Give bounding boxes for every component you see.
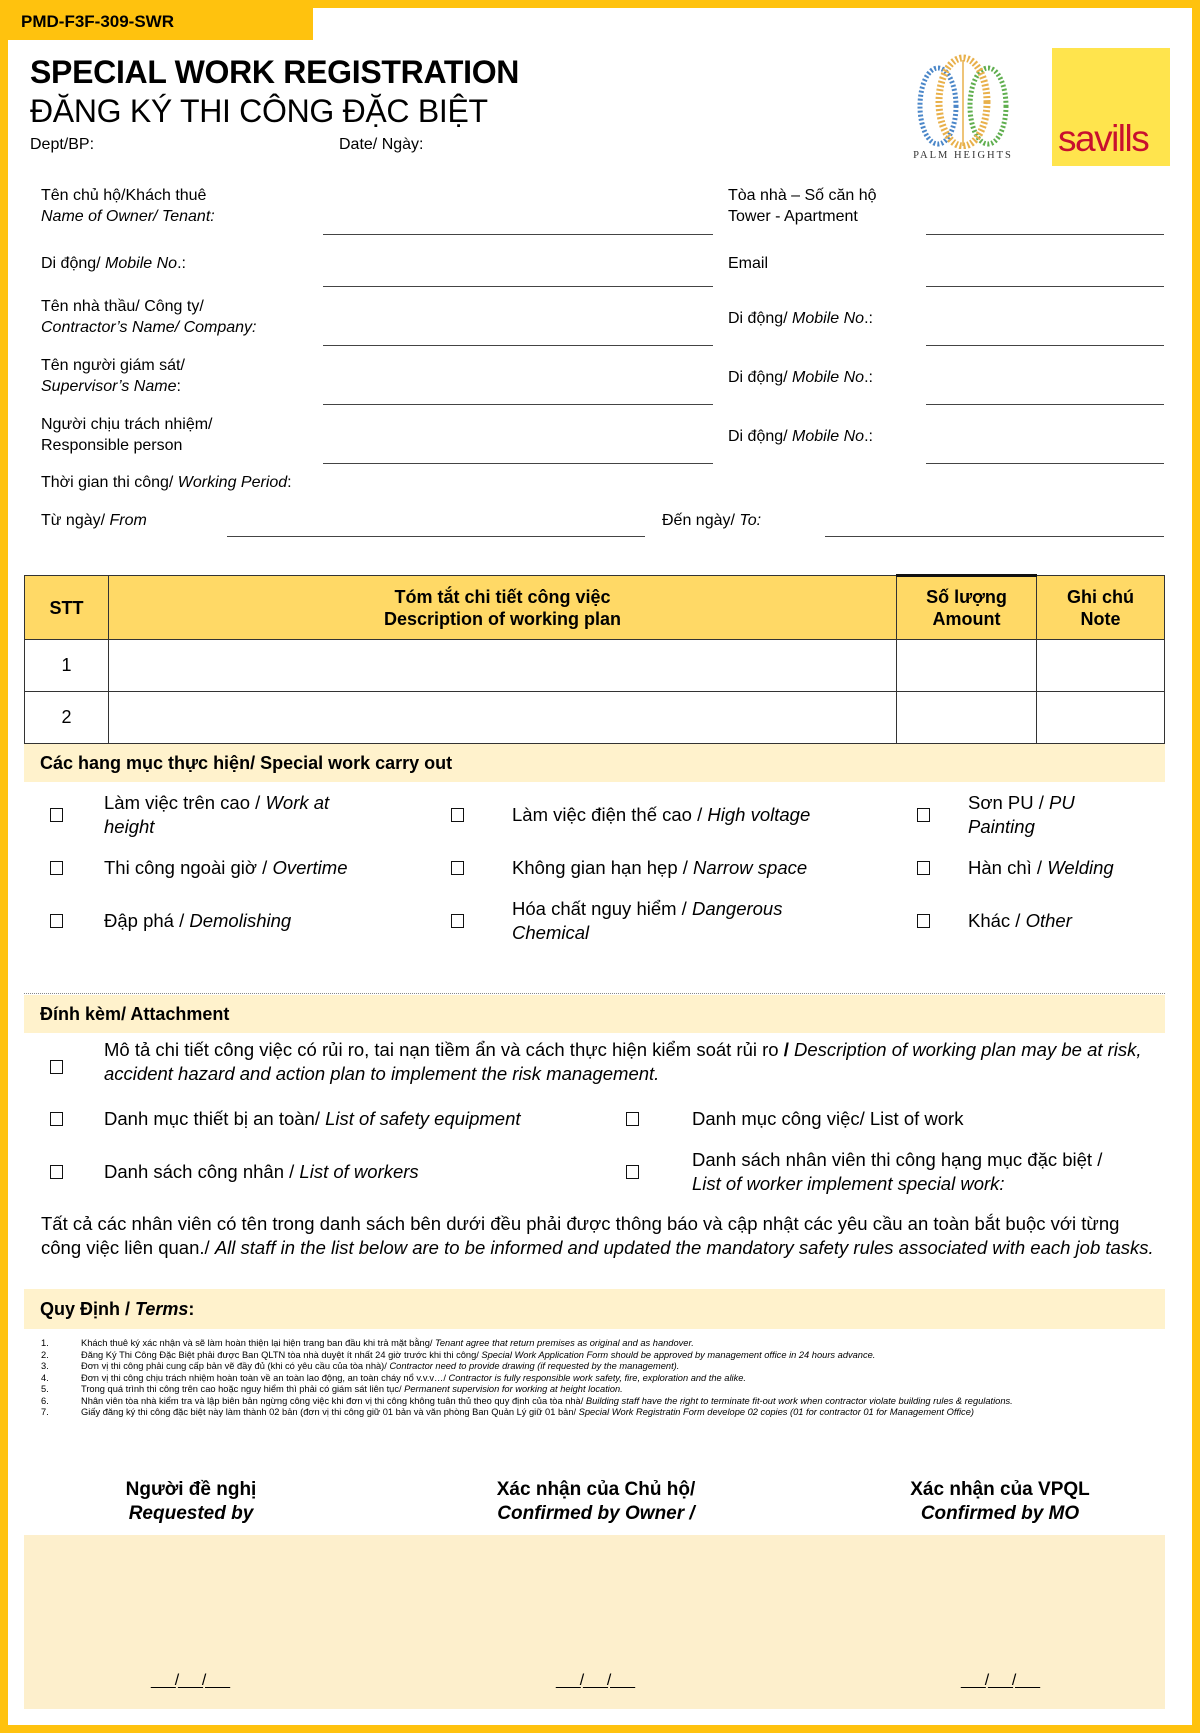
email-field[interactable] bbox=[926, 286, 1164, 287]
checkbox-overtime[interactable] bbox=[50, 861, 63, 875]
attachment-list-of-work: Danh mục công việc/ List of work bbox=[692, 1108, 964, 1129]
table-row bbox=[25, 692, 1165, 744]
checkbox-special-workers[interactable] bbox=[626, 1165, 639, 1179]
contractor-mobile-label: Di động/ Mobile No.: bbox=[728, 310, 873, 327]
term-item: 6. Nhân viên tòa nhà kiểm tra và lập biên bản ngừng công việc khi đơn vị thi công không tuân thủ theo quy định của tòa nhà/ Building staff have the right to terminate fit-out work when contractor violate building rules & regulations. bbox=[41, 1395, 1013, 1406]
term-item: 7. Giấy đăng ký thi công đặc biệt này làm thành 02 bản (đơn vị thi công giữ 01 bản và văn phòng Ban Quản Lý giữ 01 bản/ Special Work Registratin Form develope 02 copies (01 for contractor 01 for Management Office) bbox=[41, 1407, 974, 1417]
signature-requested-by: Người đề nghị Requested by bbox=[125, 1479, 257, 1524]
signature-date-mo[interactable]: ___/___/___ bbox=[961, 1672, 1039, 1689]
checkbox-demolishing[interactable] bbox=[50, 914, 63, 928]
term-item: 1. Khách thuê ký xác nhận và sẽ làm hoàn thiện lại hiện trang ban đầu khi trả mặt bằng/ Tenant agree that return premises as original and as handover. bbox=[41, 1338, 694, 1348]
dept-label: Dept/BP: bbox=[30, 136, 95, 153]
option-narrow-space: Không gian hạn hẹp / Narrow space bbox=[512, 857, 808, 878]
supervisor-mobile-label: Di động/ Mobile No.: bbox=[728, 369, 873, 386]
contractor-label: Tên nhà thầu/ Công ty/ Contractor’s Name/ Company: bbox=[41, 298, 257, 336]
responsible-mobile-field[interactable] bbox=[926, 463, 1164, 464]
option-work-at-height: Làm việc trên cao / Work at height bbox=[104, 792, 330, 837]
palm-heights-logo bbox=[898, 54, 1028, 169]
date-label: Date/ Ngày: bbox=[339, 136, 424, 153]
owner-field[interactable] bbox=[323, 234, 713, 235]
form-code: PMD-F3F-309-SWR bbox=[8, 8, 313, 40]
owner-mobile-field[interactable] bbox=[323, 286, 713, 287]
form-title-vi: ĐĂNG KÝ THI CÔNG ĐẶC BIỆT bbox=[30, 93, 488, 129]
header-amount: Số lượng Amount bbox=[897, 576, 1037, 640]
terms-heading: Quy Định / Terms: bbox=[24, 1289, 1165, 1329]
option-overtime: Thi công ngoài giờ / Overtime bbox=[104, 857, 348, 878]
checkbox-pu-painting[interactable] bbox=[917, 808, 930, 822]
supervisor-label: Tên người giám sát/ Supervisor’s Name: bbox=[41, 357, 185, 395]
tower-field[interactable] bbox=[926, 234, 1164, 235]
attachment-risk-description: Mô tả chi tiết công việc có rủi ro, tai nạn tiềm ẩn và cách thực hiện kiểm soát rủi ro / Description of working plan may be at risk, accident hazard and action plan to implement the risk management. bbox=[104, 1039, 1142, 1084]
table-row bbox=[25, 640, 1165, 692]
option-other: Khác / Other bbox=[968, 910, 1072, 931]
stt-cell: 1 bbox=[25, 640, 109, 692]
signature-date-requested[interactable]: ___/___/___ bbox=[151, 1672, 229, 1689]
special-work-heading: Các hang mục thực hiện/ Special work carry out bbox=[24, 744, 1165, 782]
signature-date-owner[interactable]: ___/___/___ bbox=[556, 1672, 634, 1689]
responsible-field[interactable] bbox=[323, 463, 713, 464]
to-date-label: Đến ngày/ To: bbox=[662, 512, 762, 529]
note-cell[interactable] bbox=[1037, 640, 1165, 692]
amount-cell[interactable] bbox=[897, 692, 1037, 744]
checkbox-work-at-height[interactable] bbox=[50, 808, 63, 822]
form-title-en: SPECIAL WORK REGISTRATION bbox=[30, 54, 520, 90]
safety-notice: Tất cả các nhân viên có tên trong danh sách bên dưới đều phải được thông báo và cập nhật các yêu cầu an toàn bắt buộc với từng công việc liên quan./ All staff in the list below are to be informed and updated the mandatory safety rules associated with each job tasks. bbox=[41, 1213, 1154, 1258]
checkbox-safety-equipment[interactable] bbox=[50, 1112, 63, 1126]
owner-label: Tên chủ hộ/Khách thuê Name of Owner/ Tenant: bbox=[41, 187, 215, 225]
tower-label: Tòa nhà – Số căn hộ Tower - Apartment bbox=[728, 187, 877, 225]
section-divider bbox=[24, 993, 1165, 994]
checkbox-risk-description[interactable] bbox=[50, 1060, 63, 1074]
checkbox-high-voltage[interactable] bbox=[451, 808, 464, 822]
signature-mo: Xác nhận của VPQL Confirmed by MO bbox=[910, 1479, 1090, 1524]
checkbox-dangerous-chemical[interactable] bbox=[451, 914, 464, 928]
contractor-mobile-field[interactable] bbox=[926, 345, 1164, 346]
header-stt: STT bbox=[25, 576, 109, 640]
description-cell[interactable] bbox=[109, 640, 897, 692]
working-period-label: Thời gian thi công/ Working Period: bbox=[41, 474, 292, 491]
responsible-label: Người chịu trách nhiệm/ Responsible person bbox=[41, 416, 213, 454]
option-dangerous-chemical: Hóa chất nguy hiểm / Dangerous Chemical bbox=[512, 898, 783, 943]
attachment-safety-equipment: Danh mục thiết bị an toàn/ List of safety equipment bbox=[104, 1108, 521, 1129]
term-item: 2. Đăng Ký Thi Công Đặc Biệt phải được Ban QLTN tòa nhà duyệt ít nhất 24 giờ trước khi thi công/ Special Work Application Form should be approved by management office in 24 hours advance. bbox=[41, 1349, 876, 1360]
term-item: 5. Trong quá trình thi công trên cao hoặc nguy hiểm thì phải có giám sát liên tục/ Permanent supervision for working at height location. bbox=[41, 1384, 623, 1394]
option-welding: Hàn chì / Welding bbox=[968, 857, 1114, 878]
working-plan-table bbox=[24, 574, 1165, 744]
supervisor-field[interactable] bbox=[323, 404, 713, 405]
option-high-voltage: Làm việc điện thế cao / High voltage bbox=[512, 804, 811, 825]
option-pu-painting: Sơn PU / PU Painting bbox=[968, 792, 1075, 837]
signature-owner: Xác nhận của Chủ hộ/ Confirmed by Owner / bbox=[496, 1479, 696, 1524]
palm-heights-text: PALM HEIGHTS bbox=[913, 150, 1013, 161]
from-date-label: Từ ngày/ From bbox=[41, 512, 147, 529]
description-cell[interactable] bbox=[109, 692, 897, 744]
terms-list bbox=[41, 1338, 1171, 1419]
contractor-field[interactable] bbox=[323, 345, 713, 346]
term-item: 3. Đơn vị thi công phải cung cấp bản vẽ đầy đủ (khi có yêu cầu của tòa nhà)/ Contractor need to provide drawing (if requested by the management). bbox=[41, 1361, 680, 1371]
palm-leaf-icon bbox=[898, 54, 1028, 149]
stt-cell: 2 bbox=[25, 692, 109, 744]
header-description: Tóm tắt chi tiết công việc Description of working plan bbox=[109, 576, 897, 640]
option-demolishing: Đập phá / Demolishing bbox=[104, 910, 292, 931]
attachment-heading: Đính kèm/ Attachment bbox=[24, 995, 1165, 1033]
attachment-list-of-workers: Danh sách công nhân / List of workers bbox=[104, 1161, 419, 1182]
responsible-mobile-label: Di động/ Mobile No.: bbox=[728, 428, 873, 445]
checkbox-narrow-space[interactable] bbox=[451, 861, 464, 875]
to-date-field[interactable] bbox=[825, 536, 1164, 537]
savills-text: savills bbox=[1058, 118, 1149, 159]
header-note: Ghi chú Note bbox=[1037, 576, 1165, 640]
owner-mobile-label: Di động/ Mobile No.: bbox=[41, 255, 186, 272]
from-date-field[interactable] bbox=[227, 536, 645, 537]
note-cell[interactable] bbox=[1037, 692, 1165, 744]
attachment-special-workers: Danh sách nhân viên thi công hạng mục đặc biệt / List of worker implement special work: bbox=[692, 1149, 1103, 1194]
supervisor-mobile-field[interactable] bbox=[926, 404, 1164, 405]
amount-cell[interactable] bbox=[897, 640, 1037, 692]
checkbox-other[interactable] bbox=[917, 914, 930, 928]
checkbox-welding[interactable] bbox=[917, 861, 930, 875]
checkbox-list-of-work[interactable] bbox=[626, 1112, 639, 1126]
email-label: Email bbox=[728, 255, 769, 272]
term-item: 4. Đơn vị thi công chịu trách nhiệm hoàn toàn về an toàn lao động, an toàn cháy nổ v.v.v…/ Contractor is fully responsible work safety, fire, exploration and the alike. bbox=[41, 1372, 746, 1383]
form-page bbox=[8, 8, 1192, 1725]
checkbox-list-of-workers[interactable] bbox=[50, 1165, 63, 1179]
savills-logo bbox=[1052, 48, 1170, 166]
